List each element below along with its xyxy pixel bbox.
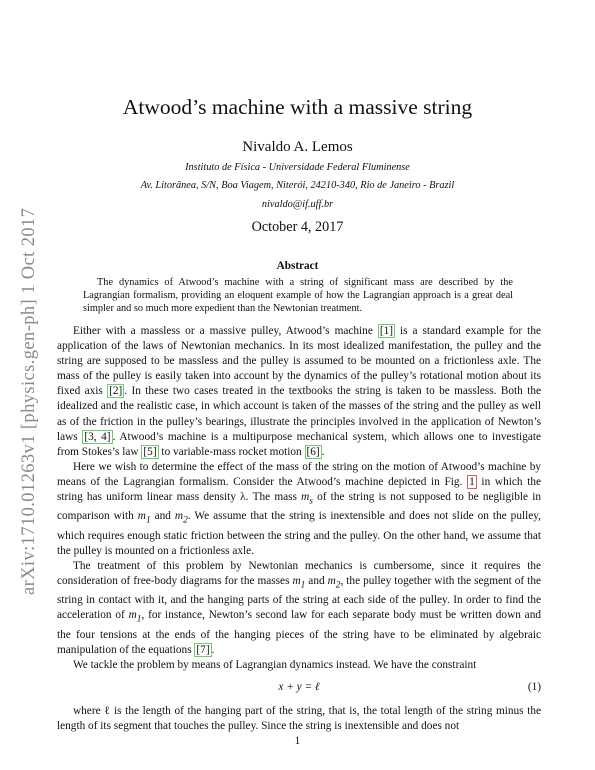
citation-link[interactable]: [2] bbox=[109, 385, 123, 398]
text-run: . We assume that the string is inextensible and does not slide on the pulley, which requires enough static friction between the string and the pulley. On the other hand, we assume that the pulley is mounted on a frictionless axle. bbox=[57, 510, 541, 557]
paragraph-3 bbox=[57, 559, 541, 658]
text-run: of the string is not supposed to be negligible in comparison with bbox=[57, 491, 541, 523]
author-name: Nivaldo A. Lemos bbox=[242, 139, 353, 155]
text-run: . Atwood’s machine is a multipurpose mechanical system, which allows one to investigate from Stokes’s law bbox=[57, 430, 541, 458]
paragraph-4: We tackle the problem by means of Lagrangian dynamics instead. We have the constraint bbox=[73, 658, 477, 671]
text-run: Either with a massless or a massive pulley, Atwood’s machine bbox=[73, 325, 378, 337]
text-run: . bbox=[211, 643, 215, 656]
author-email: nivaldo@if.uff.br bbox=[261, 199, 334, 210]
paper-date: October 4, 2017 bbox=[251, 219, 344, 235]
citation-link[interactable]: [1] bbox=[379, 325, 394, 337]
abstract-text: The dynamics of Atwood’s machine with a string of significant mass are described by the Lagrangian formalism, providing an eloquent example of how the Lagrangian approach is a great deal simpler and so much more expedient than the Newtonian treatment. bbox=[83, 277, 513, 315]
paragraph-1 bbox=[57, 324, 541, 460]
page-number: 1 bbox=[294, 735, 301, 747]
text-run: in which the string has uniform linear mass density λ. The mass bbox=[57, 475, 541, 504]
text-run: The treatment of this problem by Newtonian mechanics is cumbersome, since it requires the consideration of free-body diagrams for the masses bbox=[57, 559, 541, 587]
math-m2: $m_2$ bbox=[327, 575, 341, 591]
text-run: . In these two cases treated in the textbooks the string is taken to be massless. Both the idealized and the realistic case, in which account is taken of the masses of the string and the pulley as well as of the friction in the pulley’s bearings, illustrate the principles involved in the application of Newton’s laws bbox=[57, 385, 541, 443]
text-run: , the pulley together with the segment of the string in contact with it, and the hanging parts of the string at each side of the pulley. In order to find the acceleration of bbox=[57, 575, 541, 622]
text-run: and bbox=[150, 510, 175, 523]
paper-title: Atwood’s machine with a massive string bbox=[122, 95, 473, 119]
text-run: and bbox=[305, 575, 328, 587]
paragraph-5: where ℓ is the length of the hanging part of the string, that is, the total length of the string minus the length of its segment that touches the pulley. Since the string is inextensible and does not bbox=[57, 705, 541, 733]
text-run: . bbox=[321, 445, 325, 458]
text-run: to variable-mass rocket motion bbox=[158, 445, 305, 458]
math-m1: $m_1$ bbox=[137, 510, 151, 526]
text-run: is a standard example for the application of the laws of Newtonian mechanics. In its most idealized manifestation, the pulley and the string are supposed to be massless and the pulley is assumed to be mounted on a frictionless axle. The mass of the pulley is easily taken into account by the dynamics of the pulley’s rotational motion about its fixed axis bbox=[57, 325, 541, 398]
math-m1: $m_1$ bbox=[292, 575, 306, 591]
math-ms: $m_s$ bbox=[301, 491, 313, 507]
citation-link[interactable]: [5] bbox=[143, 445, 157, 458]
equation-1 bbox=[57, 676, 541, 700]
citation-link[interactable]: [6] bbox=[306, 445, 320, 458]
figure-ref-link[interactable]: 1 bbox=[469, 475, 475, 488]
paragraph-2 bbox=[57, 460, 541, 559]
citation-link[interactable]: [7] bbox=[196, 643, 210, 656]
affiliation-institute: Instituto de Física - Universidade Federal Fluminense bbox=[185, 162, 410, 173]
body-text bbox=[57, 324, 541, 734]
equation-number: (1) bbox=[527, 681, 541, 694]
citation-link[interactable]: [3, 4] bbox=[84, 430, 111, 443]
arxiv-side-stamp: arXiv:1710.01263v1 [physics.gen-ph] 1 Oct 2017 bbox=[19, 207, 39, 595]
math-m2: $m_2$ bbox=[174, 510, 188, 526]
text-run: , for instance, Newton’s second law for each separate body must be written down and the four tensions at the ends of the hanging pieces of the string have to be eliminated by algebraic manipulation of the equations bbox=[57, 609, 541, 656]
abstract-heading: Abstract bbox=[276, 260, 319, 272]
affiliation-address: Av. Litorânea, S/N, Boa Viagem, Niterói, 24210-340, Rio de Janeiro - Brazil bbox=[140, 180, 455, 191]
text-run: Here we wish to determine the effect of the mass of the string on the motion of Atwood’s machine by means of the Lagrangian formalism. Consider the Atwood’s machine depicted in Fig. bbox=[57, 460, 541, 488]
math-m1: $m_1$ bbox=[128, 609, 142, 625]
equation-expression: x + y = ℓ bbox=[278, 681, 320, 694]
